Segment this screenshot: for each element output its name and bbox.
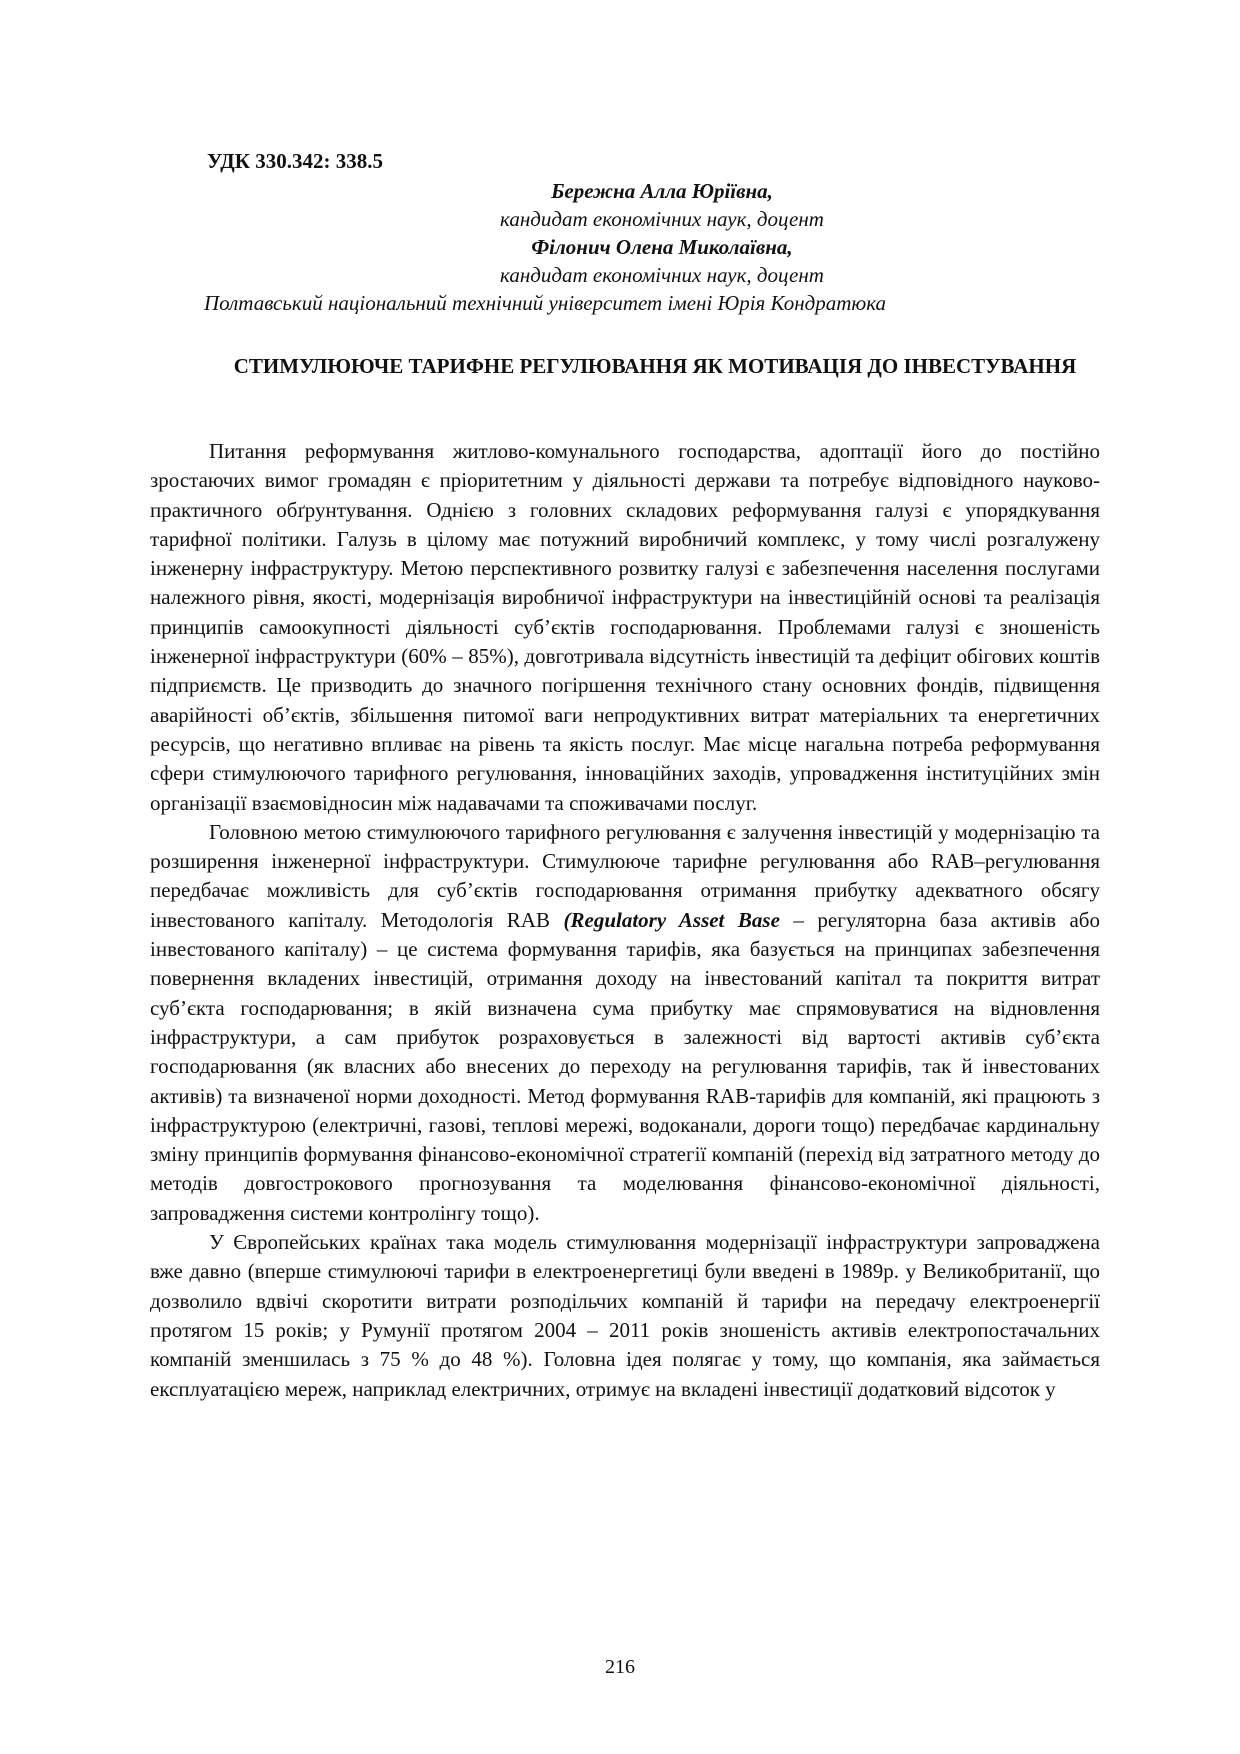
author-name: Бережна Алла Юріївна, [551, 179, 773, 203]
paragraph-text: – регуляторна база активів або інвестованого капіталу) – це система формування тарифів, яка базується на принципах забезпечення повернення вкладених інвестицій, отримання доходу на інвестований капітал та покриття витрат суб’єкта господарювання; в якій визначена сума прибутку має спрямовуватися на відновлення інфраструктури, а сам прибуток розраховується в залежності від вартості активів суб’єкта господарювання (як власних або внесених до переходу на регулювання тарифів, так й інвестованих активів) та визначеної норми доходності. Метод формування RAB-тарифів для компаній, які працюють з інфраструктурою (електричні, газові, теплові мережі, водоканали, дороги тощо) передбачає кардинальну зміну принципів формування фінансово-економічної стратегії компаній (перехід від затратного методу до методів довгострокового прогнозування та моделювання фінансово-економічної діяльності, запровадження системи контролінгу тощо). [150, 907, 1100, 1225]
paragraph-text: Головною метою стимулюючого тарифного регулювання є залучення інвестицій у модернізацію та розширення інженерної інфраструктури. Стимулююче тарифне регулювання або RAB–регулювання передбачає можливість для суб’єктів господарювання отримання прибутку адекватного обсягу інвестованого капіталу. Методологія RAB [150, 819, 1100, 932]
author-name: Філонич Олена Миколаївна, [531, 235, 793, 259]
page-number: 216 [605, 1656, 635, 1678]
author-degree: кандидат економічних наук, доцент [500, 207, 824, 231]
udc-code: УДК 330.342: 338.5 [207, 149, 383, 173]
paragraph [150, 818, 1100, 1228]
paragraph: У Європейських країнах така модель стимулювання модернізації інфраструктури запроваджена вже давно (вперше стимулюючі тарифи в електроенергетиці були введені в 1989р. у Великобританії, що дозволило вдвічі скоротити витрати розподільчих компаній й тарифи на передачу електроенергії протягом 15 років; у Румунії протягом 2004 – 2011 років зношеність активів електропостачальних компаній зменшилась з 75 % до 48 %). Головна ідея полягає у тому, що компанія, яка займається експлуатацією мереж, наприклад електричних, отримує на вкладені інвестиції додатковий відсоток у [150, 1230, 1100, 1401]
article-body [150, 437, 1100, 1404]
rab-term: (Regulatory Asset Base [563, 907, 780, 932]
author-degree: кандидат економічних наук, доцент [500, 263, 824, 287]
article-title: СТИМУЛЮЮЧЕ ТАРИФНЕ РЕГУЛЮВАННЯ ЯК МОТИВАЦІЯ ДО ІНВЕСТУВАННЯ [233, 354, 1077, 378]
paragraph: Питання реформування житлово-комунального господарства, адоптації його до постійно зростаючих вимог громадян є пріоритетним у діяльності держави та потребує відповідного науково-практичного обґрунтування. Однією з головних складових реформування галузі є упорядкування тарифної політики. Галузь в цілому має потужний виробничий комплекс, у тому числі розгалужену інженерну інфраструктуру. Метою перспективного розвитку галузі є забезпечення населення послугами належного рівня, якості, модернізація виробничої інфраструктури на інвестиційній основі та реалізація принципів самоокупності діяльності суб’єктів господарювання. Проблемами галузі є зношеність інженерної інфраструктури (60% – 85%), довготривала відсутність інвестицій та дефіцит обігових коштів підприємств. Це призводить до значного погіршення технічного стану основних фондів, підвищення аварійності об’єктів, збільшення питомої ваги непродуктивних витрат матеріальних та енергетичних ресурсів, що негативно впливає на рівень та якість послуг. Має місце нагальна потреба реформування сфери стимулюючого тарифного регулювання, інноваційних заходів, упровадження інституційних змін організації взаємовідносин між надавачами та споживачами послуг. [150, 439, 1100, 815]
affiliation: Полтавський національний технічний університет імені Юрія Кондратюка [203, 291, 887, 315]
author-block [150, 177, 1130, 317]
